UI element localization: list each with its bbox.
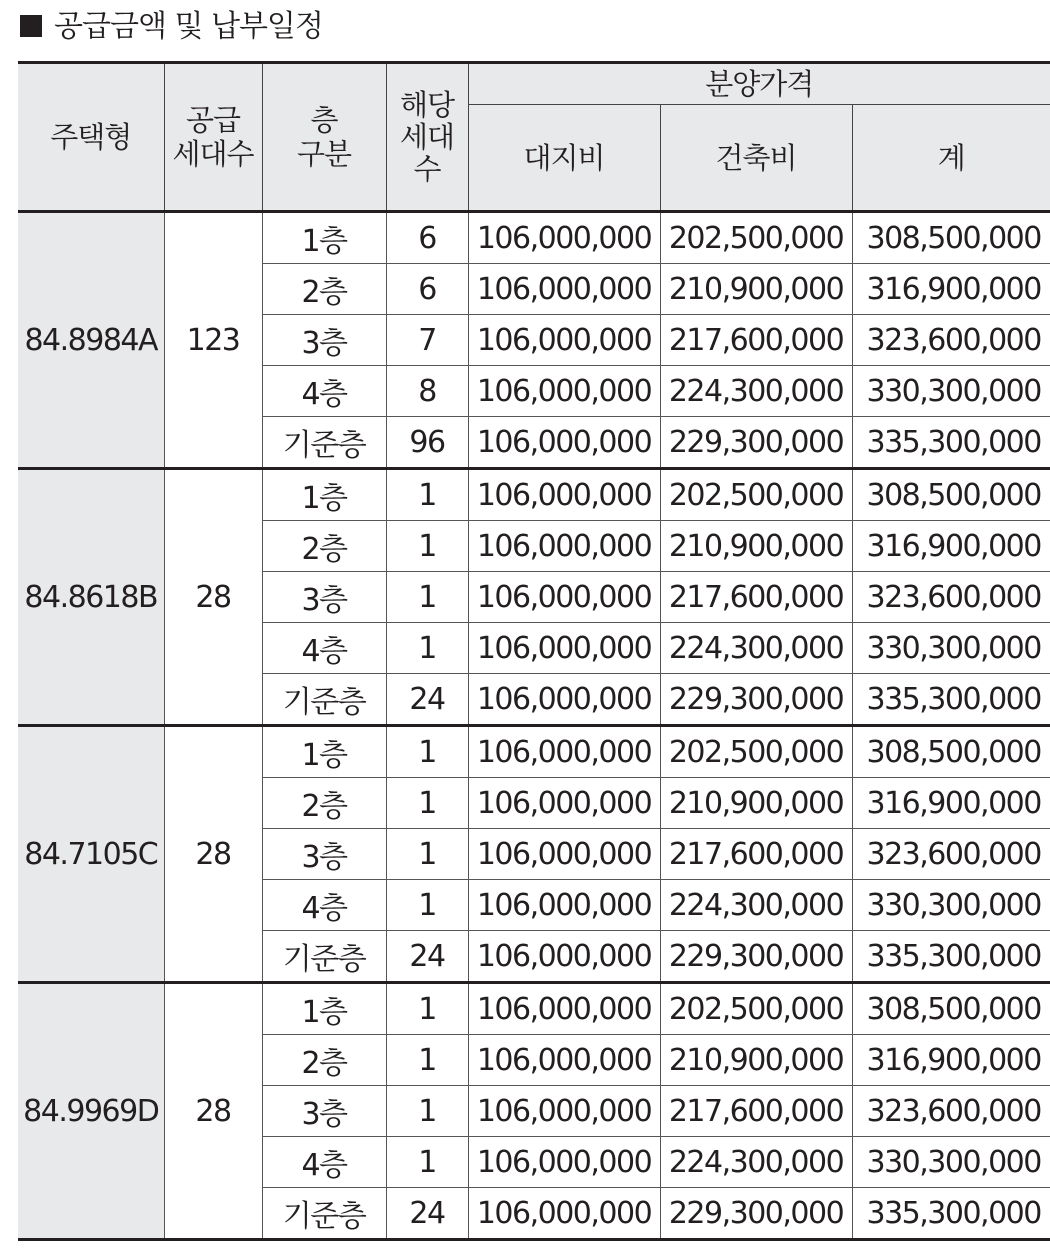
supply-units-cell: 123 [164,212,262,469]
table-row [18,212,1050,264]
floor-cell: 2층 [262,778,386,829]
units-cell: 1 [386,829,468,880]
building-price-cell: 229,300,000 [660,674,852,726]
section-title [20,4,323,50]
building-price-cell: 217,600,000 [660,1086,852,1137]
land-price-cell: 106,000,000 [468,931,660,983]
floor-cell: 3층 [262,315,386,366]
building-price-cell: 229,300,000 [660,1188,852,1240]
land-price-cell: 106,000,000 [468,983,660,1035]
units-cell: 8 [386,366,468,417]
supply-units-cell: 28 [164,726,262,983]
building-price-cell: 210,900,000 [660,264,852,315]
land-price-cell: 106,000,000 [468,726,660,778]
units-cell: 24 [386,931,468,983]
floor-cell: 기준층 [262,1188,386,1240]
total-price-cell: 335,300,000 [852,417,1050,469]
total-price-cell: 335,300,000 [852,674,1050,726]
units-cell: 1 [386,983,468,1035]
total-price-cell: 316,900,000 [852,1035,1050,1086]
total-price-cell: 330,300,000 [852,1137,1050,1188]
units-cell: 1 [386,572,468,623]
building-price-cell: 224,300,000 [660,366,852,417]
units-cell: 1 [386,726,468,778]
section-title-text: 공급금액 및 납부일정 [54,9,323,44]
total-price-cell: 323,600,000 [852,572,1050,623]
floor-cell: 1층 [262,212,386,264]
house-type-cell: 84.8618B [18,469,164,726]
floor-cell: 기준층 [262,417,386,469]
total-price-cell: 323,600,000 [852,315,1050,366]
price-table [18,61,1050,1241]
building-price-cell: 229,300,000 [660,417,852,469]
floor-cell: 3층 [262,572,386,623]
floor-cell: 3층 [262,829,386,880]
land-price-cell: 106,000,000 [468,1188,660,1240]
land-price-cell: 106,000,000 [468,417,660,469]
land-price-cell: 106,000,000 [468,778,660,829]
floor-cell: 2층 [262,264,386,315]
total-price-cell: 308,500,000 [852,983,1050,1035]
total-price-cell: 316,900,000 [852,264,1050,315]
floor-cell: 1층 [262,469,386,521]
total-price-cell: 323,600,000 [852,1086,1050,1137]
land-price-cell: 106,000,000 [468,264,660,315]
units-cell: 24 [386,674,468,726]
land-price-cell: 106,000,000 [468,521,660,572]
floor-cell: 4층 [262,366,386,417]
building-price-cell: 217,600,000 [660,572,852,623]
land-price-cell: 106,000,000 [468,572,660,623]
building-price-cell: 217,600,000 [660,315,852,366]
header-units: 해당 세대 수 [386,63,468,212]
units-cell: 1 [386,1035,468,1086]
building-price-cell: 224,300,000 [660,1137,852,1188]
total-price-cell: 308,500,000 [852,469,1050,521]
header-type: 주택형 [18,63,164,212]
table-row [18,726,1050,778]
floor-cell: 2층 [262,1035,386,1086]
land-price-cell: 106,000,000 [468,469,660,521]
house-type-cell: 84.9969D [18,983,164,1240]
units-cell: 1 [386,521,468,572]
land-price-cell: 106,000,000 [468,212,660,264]
header-land: 대지비 [468,105,660,212]
floor-cell: 4층 [262,880,386,931]
building-price-cell: 210,900,000 [660,778,852,829]
floor-cell: 1층 [262,983,386,1035]
header-price-group: 분양가격 [468,63,1050,105]
header-total: 계 [852,105,1050,212]
floor-cell: 2층 [262,521,386,572]
building-price-cell: 202,500,000 [660,983,852,1035]
total-price-cell: 316,900,000 [852,778,1050,829]
land-price-cell: 106,000,000 [468,1086,660,1137]
floor-cell: 3층 [262,1086,386,1137]
building-price-cell: 202,500,000 [660,212,852,264]
units-cell: 1 [386,623,468,674]
units-cell: 6 [386,212,468,264]
floor-cell: 4층 [262,1137,386,1188]
land-price-cell: 106,000,000 [468,829,660,880]
header-supply-units: 공급 세대수 [164,63,262,212]
units-cell: 1 [386,1086,468,1137]
building-price-cell: 210,900,000 [660,521,852,572]
land-price-cell: 106,000,000 [468,880,660,931]
units-cell: 24 [386,1188,468,1240]
floor-cell: 기준층 [262,931,386,983]
units-cell: 96 [386,417,468,469]
house-type-cell: 84.8984A [18,212,164,469]
land-price-cell: 106,000,000 [468,1035,660,1086]
total-price-cell: 335,300,000 [852,931,1050,983]
land-price-cell: 106,000,000 [468,315,660,366]
square-bullet-icon [20,15,42,37]
units-cell: 1 [386,469,468,521]
house-type-cell: 84.7105C [18,726,164,983]
building-price-cell: 224,300,000 [660,880,852,931]
table-body [18,212,1050,1240]
total-price-cell: 330,300,000 [852,880,1050,931]
table-row [18,469,1050,521]
building-price-cell: 229,300,000 [660,931,852,983]
total-price-cell: 330,300,000 [852,366,1050,417]
units-cell: 1 [386,778,468,829]
total-price-cell: 316,900,000 [852,521,1050,572]
floor-cell: 4층 [262,623,386,674]
table-header [18,63,1050,212]
land-price-cell: 106,000,000 [468,366,660,417]
land-price-cell: 106,000,000 [468,674,660,726]
total-price-cell: 330,300,000 [852,623,1050,674]
total-price-cell: 308,500,000 [852,212,1050,264]
units-cell: 1 [386,1137,468,1188]
units-cell: 7 [386,315,468,366]
building-price-cell: 210,900,000 [660,1035,852,1086]
supply-units-cell: 28 [164,469,262,726]
building-price-cell: 202,500,000 [660,726,852,778]
units-cell: 6 [386,264,468,315]
table-row [18,983,1050,1035]
units-cell: 1 [386,880,468,931]
total-price-cell: 335,300,000 [852,1188,1050,1240]
header-building: 건축비 [660,105,852,212]
land-price-cell: 106,000,000 [468,623,660,674]
total-price-cell: 308,500,000 [852,726,1050,778]
header-floor: 층 구분 [262,63,386,212]
land-price-cell: 106,000,000 [468,1137,660,1188]
building-price-cell: 202,500,000 [660,469,852,521]
floor-cell: 1층 [262,726,386,778]
total-price-cell: 323,600,000 [852,829,1050,880]
building-price-cell: 224,300,000 [660,623,852,674]
floor-cell: 기준층 [262,674,386,726]
supply-units-cell: 28 [164,983,262,1240]
building-price-cell: 217,600,000 [660,829,852,880]
